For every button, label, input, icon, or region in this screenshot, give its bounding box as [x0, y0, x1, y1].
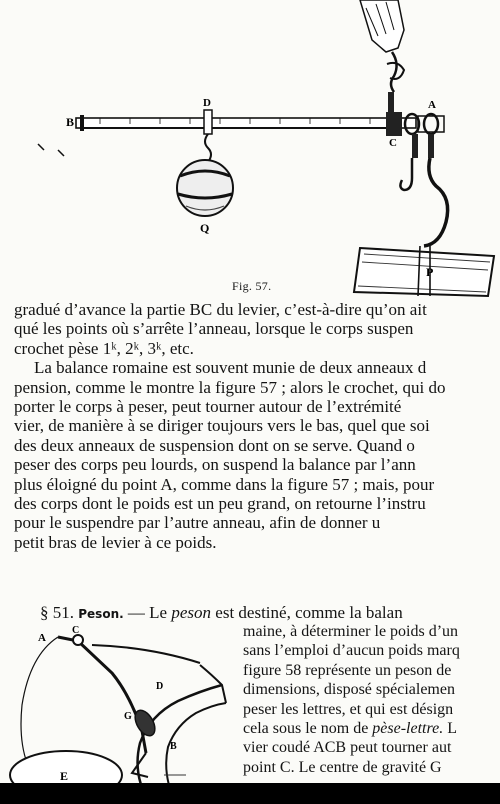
section-51-side-text: [243, 622, 460, 777]
label-b: B: [66, 115, 75, 129]
section-intro-after: est destiné, comme la balan: [211, 603, 403, 622]
scan-bottom-edge: [0, 783, 500, 804]
label-c: C: [72, 625, 80, 636]
text-fragment: L: [443, 720, 458, 738]
section-title: Peson.: [78, 607, 124, 621]
text-line: petit bras de levier à ce poids.: [14, 532, 217, 552]
label-d: D: [156, 681, 164, 692]
text-line: des corps dont le poids est un peu grand, on retourne l’instru: [14, 494, 426, 514]
figure-58: [0, 625, 242, 804]
figure-58-drawing: [0, 625, 242, 804]
figure-57-drawing: [0, 0, 500, 300]
label-a: A: [428, 99, 436, 111]
label-c: C: [389, 137, 397, 149]
pese-lettre-term: pèse-lettre.: [372, 720, 444, 738]
text-line: gradué d’avance la partie BC du levier, c’est-à-dire qu’on ait: [14, 300, 427, 319]
pivot-block: [386, 112, 402, 136]
ring-2: [424, 114, 438, 134]
label-d: D: [203, 97, 211, 109]
figure-57-caption: Fig. 57.: [232, 279, 272, 293]
text-line: figure 58 représente un peson de: [243, 661, 452, 679]
text-line: des deux anneaux de suspension dont on se serve. Quand o: [14, 435, 415, 455]
text-line: qué les points où s’arrête l’anneau, lorsque le corps suspen: [14, 319, 414, 339]
text-line: point C. Le centre de gravité G: [243, 758, 442, 776]
text-line: vier coudé ACB peut tourner aut: [243, 739, 452, 757]
hanging-cord: [21, 637, 58, 770]
text-line: dimensions, disposé spécialemen: [243, 681, 455, 699]
text-line: pension, comme le montre la figure 57 ; alors le crochet, qui do: [14, 377, 446, 397]
text-line: crochet pèse 1ᵏ, 2ᵏ, 3ᵏ, etc.: [14, 338, 194, 358]
secondary-hook: [400, 158, 412, 190]
label-g: G: [124, 711, 132, 722]
body-text: [14, 300, 500, 552]
label-a: A: [38, 632, 46, 644]
hand-drawing: [360, 0, 404, 52]
slider-ring: [204, 110, 212, 134]
text-line: maine, à déterminer le poids d’un: [243, 623, 459, 640]
text-line: sans l’emploi d’aucun poids marq: [243, 642, 460, 660]
label-b: B: [170, 741, 177, 752]
text-line: vier, de manière à se diriger toujours vers le bas, quel que soi: [14, 416, 430, 436]
text-line: plus éloigné du point A, comme dans la figure 57 ; mais, pour: [14, 474, 435, 494]
section-intro-before: — Le: [123, 603, 172, 622]
text-line: peser des corps peu lourds, on suspend la balance par l’ann: [14, 455, 416, 475]
suspension-hook: [391, 52, 397, 92]
bent-lever: [58, 637, 146, 753]
label-p: P: [426, 265, 434, 279]
figure-57: [0, 0, 500, 300]
text-line: La balance romaine est souvent munie de deux anneaux d: [34, 358, 427, 378]
text-line: pour le suspendre par l’autre anneau, afin de donner u: [14, 513, 381, 533]
label-q: Q: [200, 221, 210, 235]
load-hook: [424, 158, 448, 246]
weight-q: [177, 160, 233, 216]
label-e: E: [60, 769, 69, 783]
text-fragment: cela sous le nom de: [243, 720, 373, 738]
text-line: [243, 719, 460, 738]
section-number: § 51.: [40, 603, 74, 622]
text-line: peser les lettres, et qui est désign: [243, 700, 454, 718]
lever-beam: [76, 118, 416, 128]
text-line: porter le corps à peser, peut tourner autour de l’extrémité: [14, 397, 402, 417]
scale-arc: [92, 645, 200, 663]
section-intro-italic: peson: [171, 603, 212, 622]
